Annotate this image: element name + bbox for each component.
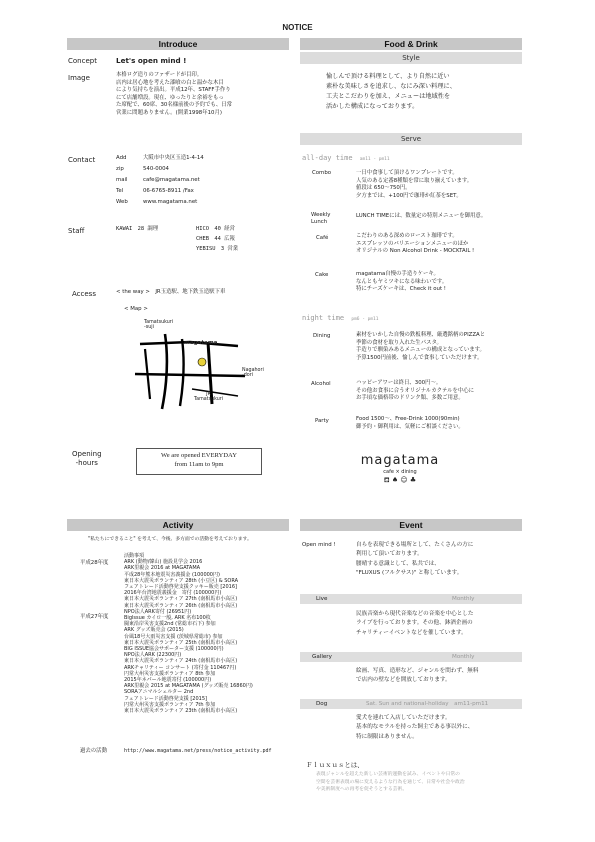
style-text: 愉しんで頂ける料理として、より自然に近い 素朴な美味しさを追求し、なにみ深い料理に、 工夫とこだわりを加え、メニューは地域性を 活かした構成になっております。: [326, 73, 456, 110]
allday-hours: am11 - pm11: [359, 157, 390, 162]
menu-desc: Food 1500〜、Free-Drink 1000(90min) 御予約・御利用は、気軽にご相談ください。: [356, 416, 464, 430]
activity-item: 東日本大震災ボランティア 23th (南相馬市小高区): [124, 708, 238, 715]
activity-year-h28: 平成28年度: [80, 560, 109, 566]
menu-name: Café: [316, 235, 329, 241]
contact-key: Web: [116, 199, 128, 205]
activity-item: 平成28年熊本地震災害義援金 (100000円): [124, 571, 220, 578]
activity-item: 台風18号大雨災害支援 (茨城県常総市) 参加: [124, 633, 223, 640]
menu-name: Cake: [315, 272, 329, 278]
allday-label: [302, 154, 390, 162]
activity-item: NPO法人ARK (22300円): [124, 652, 182, 659]
menu-name: Party: [315, 418, 329, 424]
activity-item: フェアトレード活動啓発支援 [2015]: [124, 695, 207, 702]
map-label-nagahori: Nagahori -dori: [242, 368, 264, 379]
contact-key: Tel: [116, 188, 124, 194]
opening-label: Opening -hours: [72, 450, 102, 467]
logo-sub: cafe × dining: [383, 469, 417, 475]
contact-key: mail: [116, 177, 128, 183]
map-label-tamatsukuri-suji: Tamatsukuri -suji: [144, 320, 174, 331]
dog-bar: [300, 699, 522, 709]
allday-title: all-day time: [302, 154, 353, 162]
contact-label: Contact: [68, 156, 96, 164]
gallery-text: 絵画、写真、造形など、ジャンルを問わず、無料 で店内の壁などを開放しております。: [356, 668, 479, 684]
activity-item: 闘東沿岸災害支援2nd (常総市石下) 参加: [124, 621, 216, 628]
notice-title: NOTICE: [282, 23, 313, 32]
image-text: 本格ログ造りのファザードが目印。 店内は居心地を考えた漆喰の白と温かな木目 により気持ちを演出。平成12年、STAFF手作り にて店舗増設。現在、ゆったりと余裕をもっ た席配で、60席、30名様前後の予約でも、日常 営業に問題ありません。(開業1998年10月): [116, 72, 233, 116]
menu-desc: 素材をいかした自慢の鉄板料理、厳選銘柄のPIZZAと 季節の食材を取り入れた生パスタ。 手造りで馴染みあるメニューの構成となっています。 予算1500円前後、愉しんで食事していただけます。: [356, 332, 486, 361]
serve-header: Serve: [300, 133, 522, 145]
access-label: Access: [72, 290, 96, 298]
opening-box: [136, 448, 262, 475]
dog-text: 愛犬を連れて入店していただけます。 基本的なモラルを持った飼主である事以外に、 特に制限はありません。: [356, 715, 474, 740]
activity-header: Activity: [67, 519, 289, 531]
activity-item: 東日本大震災ボランティア 28th (小豆区) & SORA: [124, 577, 239, 584]
dog-schedule: Sat. Sun and national-holiday am11-pm11: [366, 701, 489, 707]
activity-item: 東日本大震災ボランティア 24th (南相馬市小高区): [124, 658, 238, 665]
logo-text: magatama: [360, 453, 440, 468]
activity-list: [124, 553, 253, 714]
map-label-jr: JR Tamatsukuri: [194, 392, 224, 403]
menu-desc: LUNCH TIMEには、数量定の特別メニューを御用意。: [356, 213, 487, 219]
activity-item: フェアトレード活動啓発支援クッキー販売 [2016]: [124, 584, 237, 591]
activity-item: 東日本大震災ボランティア 25th (南相馬市小高区): [124, 639, 238, 646]
contact-value: 06-6765-8911 /Fax: [143, 188, 194, 194]
night-label: [302, 314, 378, 322]
staff-row: CHEB 44 広報: [196, 236, 235, 242]
activity-item: 2015年ネパール地震寄付 (100000円): [124, 677, 212, 684]
activity-item: 2016年台湾地震義援金 寄付 (100000円): [124, 590, 222, 597]
dog-label: Dog: [316, 701, 328, 707]
contact-value: 540-0004: [143, 166, 169, 172]
gallery-frequency: Monthly: [452, 654, 475, 660]
staff-row: HICO 40 経営: [196, 226, 235, 232]
opening-line2: from 11am to 9pm: [174, 461, 224, 468]
staff-label: Staff: [68, 227, 85, 235]
gallery-label: Gallery: [312, 654, 332, 660]
menu-desc: 一日中食事して頂けるワンプレートです。 人気のある定番8種類を常に取り揃えています。 値段は 650〜750円。 夕方までは、+100円で珈琲か紅茶をSET。: [356, 170, 473, 199]
activity-year-h27: 平成27年度: [80, 614, 109, 620]
activity-item: BIG ISSUE協会サポーター支援 (100000円): [124, 646, 224, 653]
introduce-header: Introduce: [67, 38, 289, 50]
menu-name: Dining: [313, 333, 331, 339]
food-header: Food & Drink: [300, 38, 522, 50]
activity-item: 東日本大震災ボランティア 26th (南相馬市小高区): [124, 602, 238, 609]
contact-value: 大阪市中央区玉造1-4-14: [143, 155, 204, 161]
map-label-magatama: magatama: [184, 340, 218, 346]
activity-item: ARK (動物/韓山) 施設見学会 2016: [124, 559, 203, 566]
contact-value[interactable]: www.magatama.net: [143, 199, 198, 205]
live-text: 民族音楽から現代音楽などの音楽を中心とした ライブを行っております。その他、鉢酒企画の チャリティーイベントなどを催しています。: [356, 611, 474, 636]
style-header: Style: [300, 52, 522, 64]
activity-item: 円常大州災害支援ボランティア 8th 参加: [124, 670, 216, 677]
opening-line1: We are opened EVERYDAY: [161, 452, 237, 459]
contact-key: zip: [116, 166, 124, 172]
live-label: Live: [316, 596, 328, 602]
activity-item: Biglssue カイロ一般, ARK 名布100枚: [124, 615, 211, 622]
access-map: [120, 314, 290, 414]
menu-name: Alcohol: [311, 381, 331, 387]
logo-icons: ⛾ ♠ ☺ ♣: [383, 476, 417, 484]
menu-desc: ハッピーアワーは終日、300円〜。 その他お食事に合うオリジナルカクテルを中心に お手頃な価格帯のドリンク類、多数ご用意。: [356, 380, 475, 402]
concept-label: Concept: [68, 57, 97, 65]
menu-desc: magatama自慢の手造りケーキ。 なんともヤミツキになる味わいです。 特にチーズケーキは、Check it out !: [356, 271, 448, 293]
past-activity-label: 過去の活動: [80, 748, 107, 754]
activity-item: SORAアニマルシェルター 2nd: [124, 689, 194, 696]
contact-value[interactable]: cafe@magatama.net: [143, 177, 200, 183]
activity-item: NPO法人ARK寄付 (26951円): [124, 608, 192, 615]
concept-value: Let's open mind !: [116, 56, 187, 65]
activity-item: 活動事項: [124, 553, 145, 559]
fluxus-text: 表現ジャンルを超えた新しい芸術的運動を試み、イベントや日常の 空間を芸術表現の場に変えるような行為を通じて、日常や社会や政治 や美術制度への再考を促そうとする芸術。: [316, 772, 465, 793]
contact-key: Add: [116, 155, 127, 161]
night-hours: pm6 - pm11: [351, 317, 379, 322]
night-title: night time: [302, 314, 345, 322]
staff-row: YEBISU 3 営業: [196, 246, 239, 252]
menu-desc: こだわりのある深めのロースト珈琲です。 エスプレッソのバリエーションメニューのほか オリジナルの Non Alcohol Drink - MOCKTAIL !: [356, 233, 475, 255]
activity-item: 東日本大震災ボランティア 27th (南相馬市小高区): [124, 596, 238, 603]
activity-item: ARKチャリティー コンサート (寄付金 110467円): [124, 664, 237, 671]
event-header: Event: [300, 519, 522, 531]
activity-item: ARK グッズ販売会 (2015): [124, 627, 184, 634]
gallery-bar: [300, 652, 522, 662]
image-label: Image: [68, 74, 90, 82]
past-activity-link[interactable]: http://www.magatama.net/press/notice_activity.pdf: [124, 748, 272, 754]
menu-name: Weekly Lunch: [311, 212, 331, 225]
fluxus-title: Ｆｌｕｘｕｓとは、: [306, 761, 364, 769]
access-way: < the way > JR玉造駅、地下鉄玉造駅下車: [116, 289, 226, 295]
activity-item: ARK里親会 2016 at MAGATAMA: [124, 565, 201, 572]
openmind-text: 自らを表現できる場所として、たくさんの方に 利用して頂いております。 腰晴する意識として、私共では、 "FLUXUS (フルクサス)" と称しています。: [356, 542, 474, 577]
access-map-label: < Map >: [124, 306, 148, 312]
live-bar: [300, 594, 522, 604]
magatama-logo: [360, 453, 440, 485]
activity-item: 円常大州災害支援ボランティア 7th 参加: [124, 701, 216, 708]
live-frequency: Monthly: [452, 596, 475, 602]
activity-item: ARK里親会 2015 at MAGATAMA (グッズ販売 16860円): [124, 683, 253, 690]
openmind-label: Open mind !: [302, 542, 336, 548]
menu-name: Combo: [312, 170, 332, 176]
activity-intro: "私たちにできること" を考えて、今後、多方面での活動を考えております。: [88, 537, 252, 542]
staff-main: KAWAI 28 調理: [116, 226, 159, 232]
